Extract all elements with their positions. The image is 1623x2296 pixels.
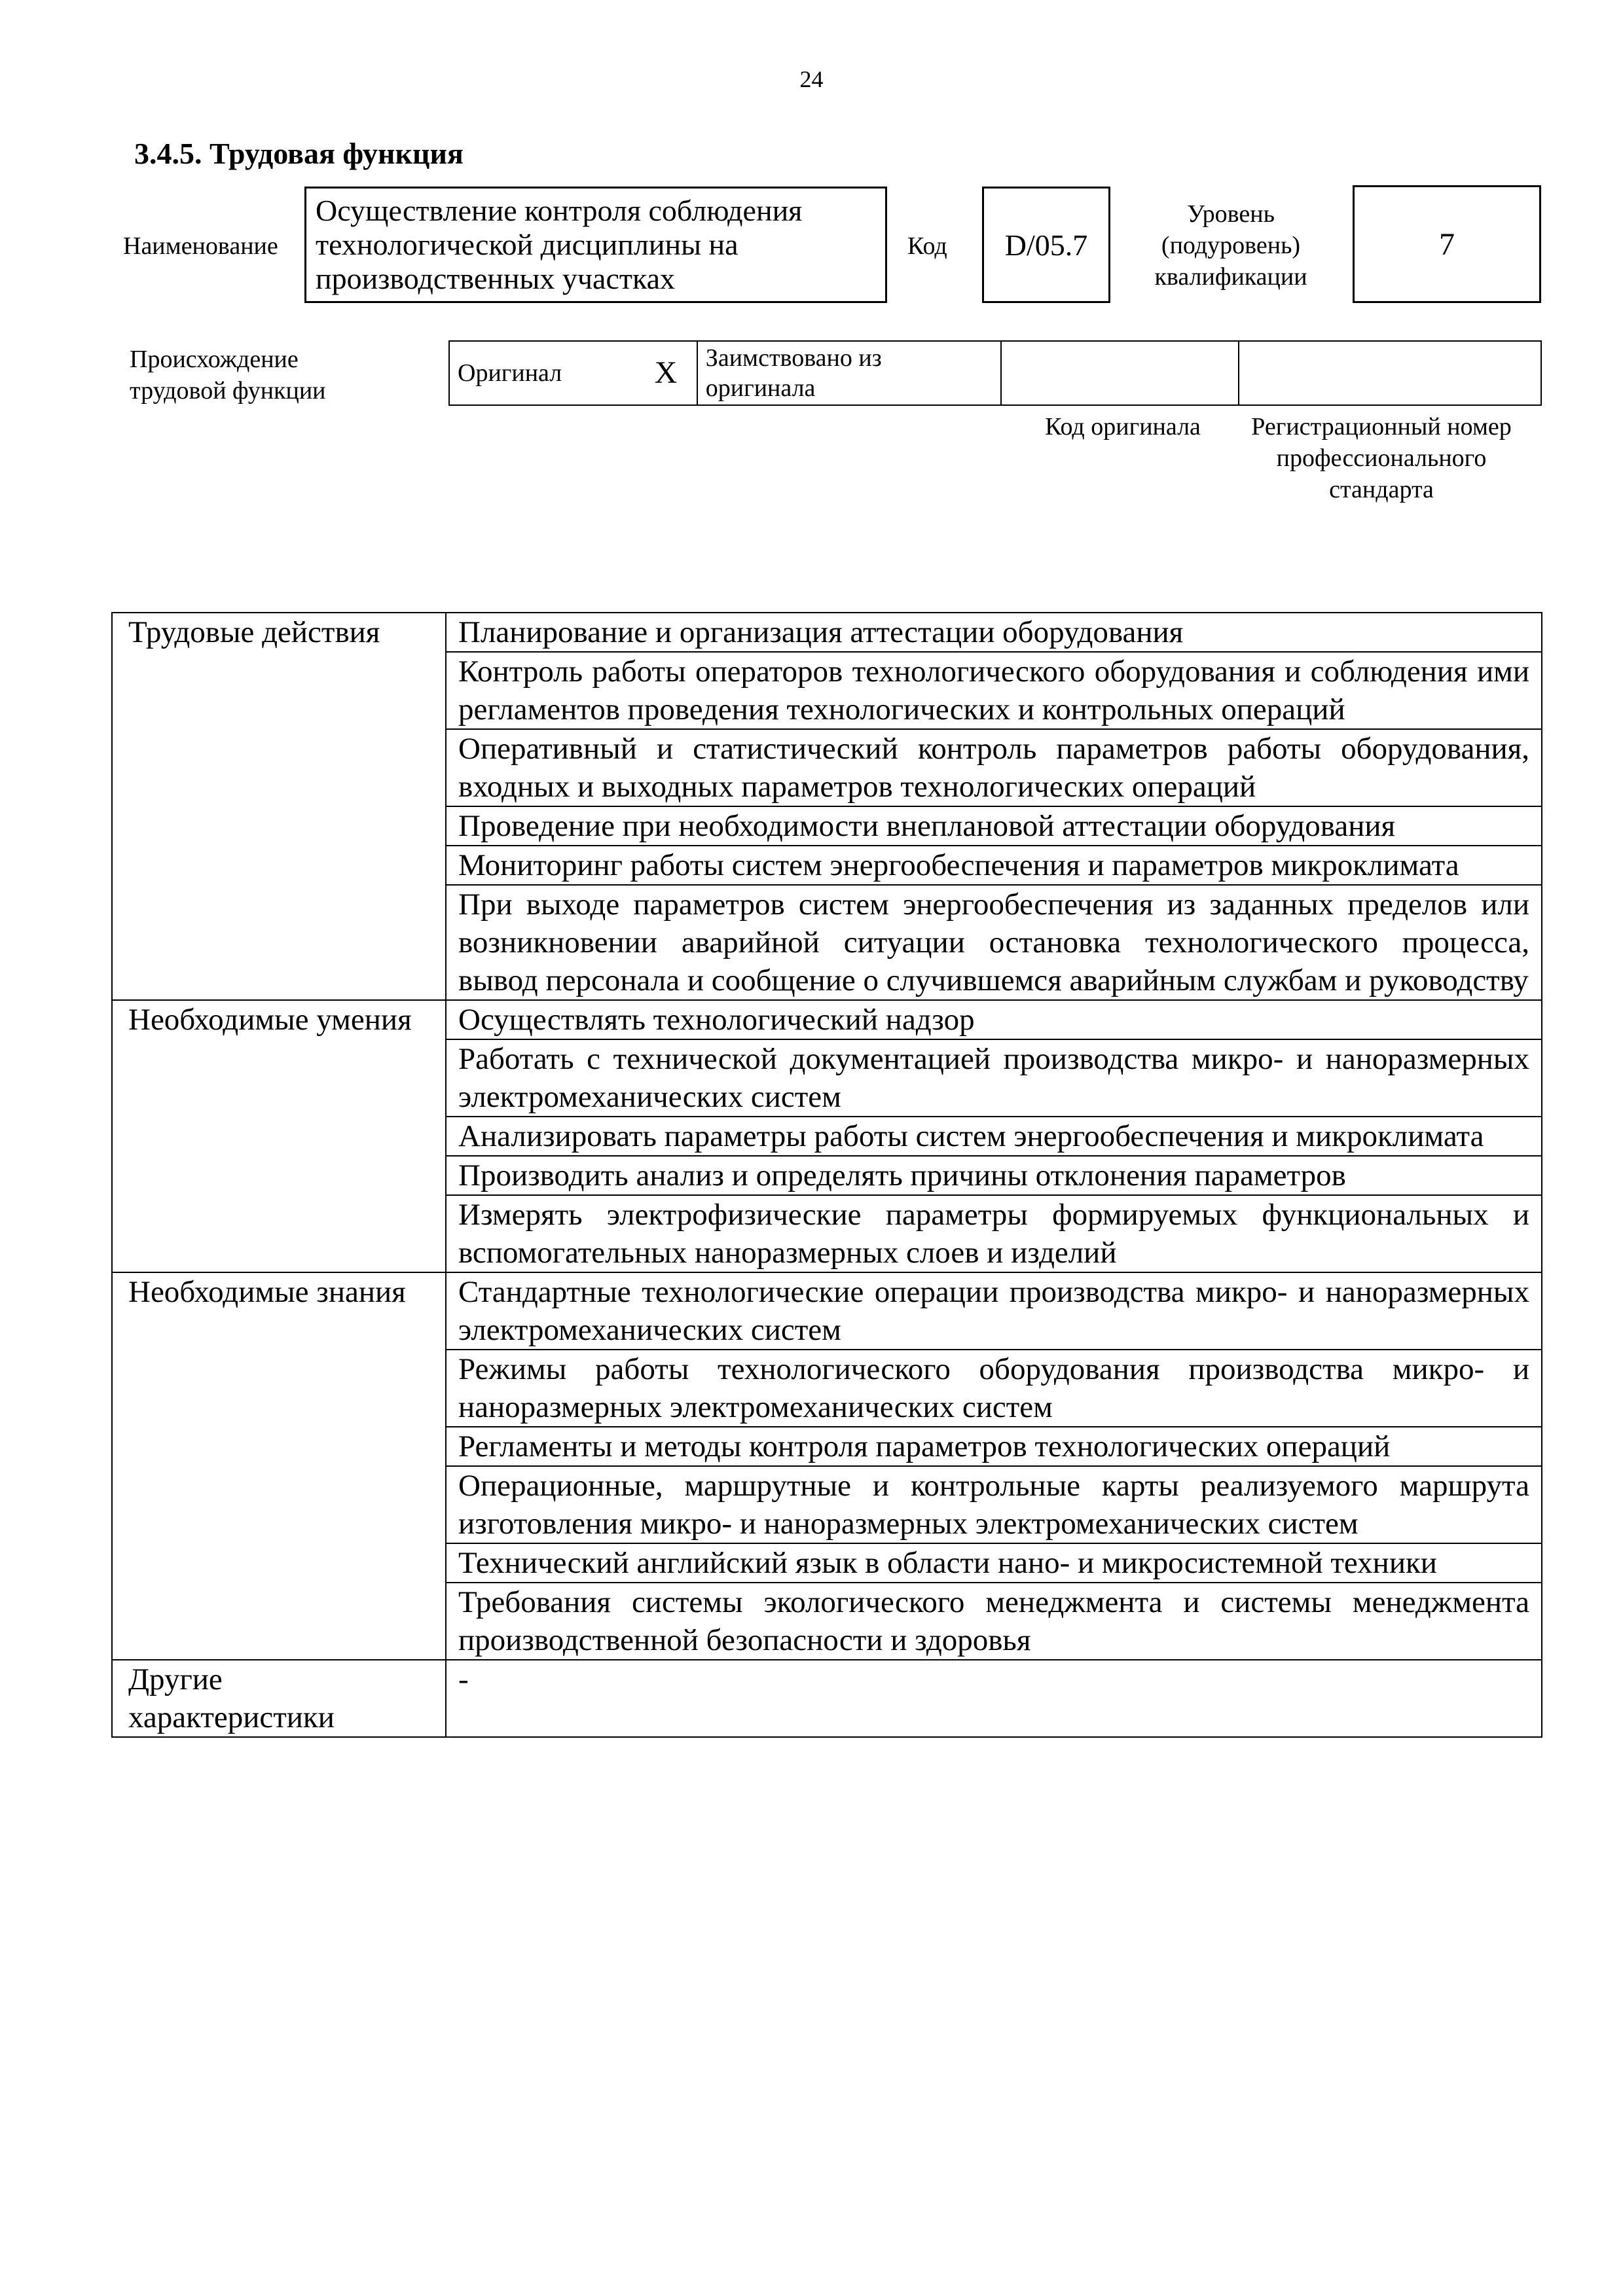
section-title: 3.4.5. Трудовая функция	[134, 137, 464, 170]
origin-label	[130, 344, 326, 406]
table-cell: Режимы работы технологического оборудования производства микро- и наноразмерных электромеханических систем	[446, 1350, 1542, 1427]
table-row	[112, 1000, 1542, 1039]
borrowed-label-line-1: Заимствовано из	[705, 344, 882, 372]
origin-table	[448, 340, 1542, 406]
code-original-cell	[1001, 341, 1239, 405]
reg-number-cell	[1239, 341, 1541, 405]
table-cell: При выходе параметров систем энергообеспечения из заданных пределов или возникновении аварийной ситуации остановка технологического процесса, вывод персонала и сообщение о случившемся аварийным службам и руководству	[446, 885, 1542, 1000]
table-cell: Анализировать параметры работы систем энергообеспечения и микроклимата	[446, 1117, 1542, 1156]
original-label: Оригинал	[458, 359, 562, 387]
labor-function-table	[111, 612, 1542, 1738]
table-row	[112, 1272, 1542, 1350]
borrowed-cell	[697, 341, 1001, 405]
reg-number-caption	[1224, 411, 1539, 505]
reg-number-caption-line-3: стандарта	[1329, 476, 1434, 503]
table-cell: Оперативный и статистический контроль параметров работы оборудования, входных и выходных параметров технологических операций	[446, 729, 1542, 806]
borrowed-label-line-2: оригинала	[705, 374, 816, 402]
origin-label-line-2: трудовой функции	[130, 377, 326, 404]
table-cell: Операционные, маршрутные и контрольные карты реализуемого маршрута изготовления микро- и наноразмерных электромеханических систем	[446, 1466, 1542, 1543]
code-value: D/05.7	[982, 187, 1110, 303]
table-cell: Требования системы экологического менеджмента и системы менеджмента производственной безопасности и здоровья	[446, 1583, 1542, 1660]
original-cell	[449, 341, 635, 405]
table-cell: Работать с технической документацией производства микро- и наноразмерных электромеханических систем	[446, 1039, 1542, 1117]
code-label: Код	[907, 232, 947, 260]
table-cell: Мониторинг работы систем энергообеспечения и параметров микроклимата	[446, 846, 1542, 885]
level-label-line-3: квалификации	[1154, 263, 1307, 291]
name-label: Наименование	[123, 232, 278, 260]
category-required-skills: Необходимые умения	[112, 1000, 446, 1272]
table-cell: Производить анализ и определять причины отклонения параметров	[446, 1156, 1542, 1195]
level-label-line-2: (подуровень)	[1161, 232, 1301, 259]
category-labor-actions: Трудовые действия	[112, 613, 446, 1000]
category-required-knowledge: Необходимые знания	[112, 1272, 446, 1660]
level-label	[1133, 198, 1329, 293]
reg-number-caption-line-2: профессионального	[1276, 444, 1487, 472]
page-number: 24	[799, 66, 824, 92]
qualification-level-value: 7	[1353, 185, 1541, 303]
table-cell: Контроль работы операторов технологического оборудования и соблюдения ими регламентов проведения технологических и контрольных операций	[446, 652, 1542, 729]
table-cell: Планирование и организация аттестации оборудования	[446, 613, 1542, 652]
function-name-box: Осуществление контроля соблюдения технологической дисциплины на производственных участках	[304, 187, 887, 303]
table-cell: Стандартные технологические операции производства микро- и наноразмерных электромеханических систем	[446, 1272, 1542, 1350]
original-mark: X	[635, 341, 697, 405]
category-other-characteristics: Другие характеристики	[112, 1660, 446, 1737]
table-cell: Регламенты и методы контроля параметров технологических операций	[446, 1427, 1542, 1466]
table-cell: Проведение при необходимости внеплановой аттестации оборудования	[446, 806, 1542, 846]
origin-label-line-1: Происхождение	[130, 346, 299, 373]
table-cell: Измерять электрофизические параметры формируемых функциональных и вспомогательных наноразмерных слоев и изделий	[446, 1195, 1542, 1272]
table-row	[112, 613, 1542, 652]
table-cell: Технический английский язык в области нано- и микросистемной техники	[446, 1543, 1542, 1583]
table-cell: Осуществлять технологический надзор	[446, 1000, 1542, 1039]
code-original-caption: Код оригинала	[1045, 413, 1201, 440]
table-row	[112, 1660, 1542, 1737]
level-label-line-1: Уровень	[1187, 200, 1275, 228]
table-cell: -	[446, 1660, 1542, 1737]
reg-number-caption-line-1: Регистрационный номер	[1251, 413, 1512, 440]
